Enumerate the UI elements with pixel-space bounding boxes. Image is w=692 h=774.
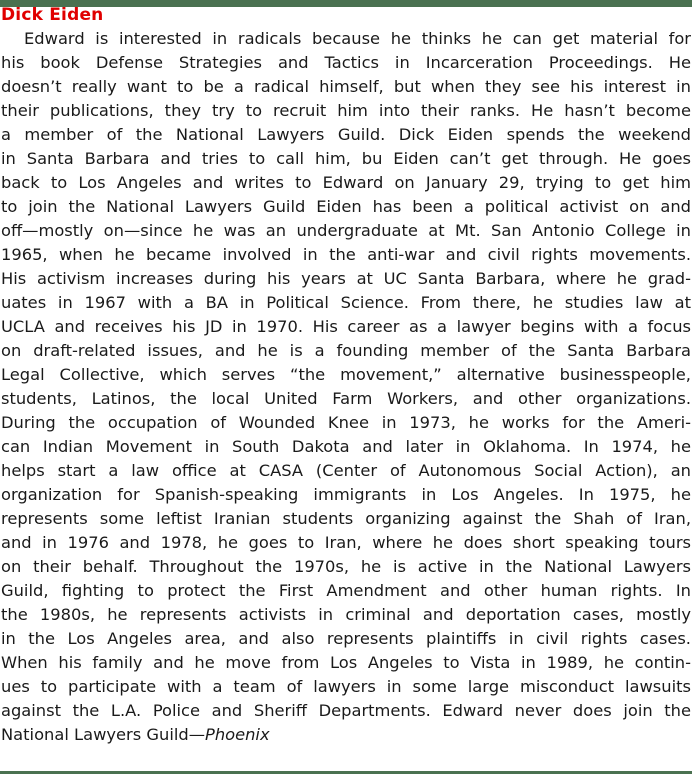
body-line-final — [1, 723, 691, 747]
body-line: UCLA and receives his JD in 1970. His career as a lawyer begins with a focus — [1, 317, 691, 336]
body-line: students, Latinos, the local United Farm Workers, and other organizations. — [1, 389, 691, 408]
body-line: ues to participate with a team of lawyers in some large misconduct lawsuits — [1, 677, 691, 696]
body-line: back to Los Angeles and writes to Edward on January 29, trying to get him — [1, 173, 691, 192]
body-line: to join the National Lawyers Guild Eiden has been a political activist on and — [1, 197, 691, 216]
body-line: 1965, when he became involved in the anti-war and civil rights movements. — [1, 245, 691, 264]
body-line: uates in 1967 with a BA in Political Science. From there, he studies law at — [1, 293, 691, 312]
body-line: helps start a law office at CASA (Center of Autonomous Social Action), an — [1, 461, 691, 480]
body-line: and in 1976 and 1978, he goes to Iran, where he does short speaking tours — [1, 533, 691, 552]
body-line: doesn’t really want to be a radical himself, but when they see his interest in — [1, 77, 691, 96]
body-line: a member of the National Lawyers Guild. Dick Eiden spends the weekend — [1, 125, 691, 144]
top-accent-bar — [0, 0, 692, 7]
body-line: in Santa Barbara and tries to call him, bu Eiden can’t get through. He goes — [1, 149, 691, 168]
entry-body — [1, 27, 691, 747]
body-line: When his family and he move from Los Angeles to Vista in 1989, he contin- — [1, 653, 691, 672]
source-citation: Phoenix — [205, 725, 270, 744]
entry-heading: Dick Eiden — [1, 5, 104, 25]
final-line-text: National Lawyers Guild— — [1, 725, 205, 744]
body-line: Legal Collective, which serves “the movement,” alternative businesspeople, — [1, 365, 691, 384]
body-line: Guild, fighting to protect the First Amendment and other human rights. In — [1, 581, 691, 600]
body-line: the 1980s, he represents activists in criminal and deportation cases, mostly — [1, 605, 691, 624]
body-line: his book Defense Strategies and Tactics in Incarceration Proceedings. He — [1, 53, 691, 72]
body-line: against the L.A. Police and Sheriff Departments. Edward never does join the — [1, 701, 691, 720]
body-line: their publications, they try to recruit him into their ranks. He hasn’t become — [1, 101, 691, 120]
body-line: His activism increases during his years at UC Santa Barbara, where he grad- — [1, 269, 691, 288]
body-line: can Indian Movement in South Dakota and later in Oklahoma. In 1974, he — [1, 437, 691, 456]
body-line: in the Los Angeles area, and also represents plaintiffs in civil rights cases. — [1, 629, 691, 648]
body-line: on draft-related issues, and he is a founding member of the Santa Barbara — [1, 341, 691, 360]
body-line: represents some leftist Iranian students organizing against the Shah of Iran, — [1, 509, 691, 528]
body-line: organization for Spanish-speaking immigrants in Los Angeles. In 1975, he — [1, 485, 691, 504]
body-line: on their behalf. Throughout the 1970s, he is active in the National Lawyers — [1, 557, 691, 576]
body-line: Edward is interested in radicals because he thinks he can get material for — [24, 29, 691, 48]
body-line: off—mostly on—since he was an undergraduate at Mt. San Antonio College in — [1, 221, 691, 240]
body-line: During the occupation of Wounded Knee in 1973, he works for the Ameri- — [1, 413, 691, 432]
